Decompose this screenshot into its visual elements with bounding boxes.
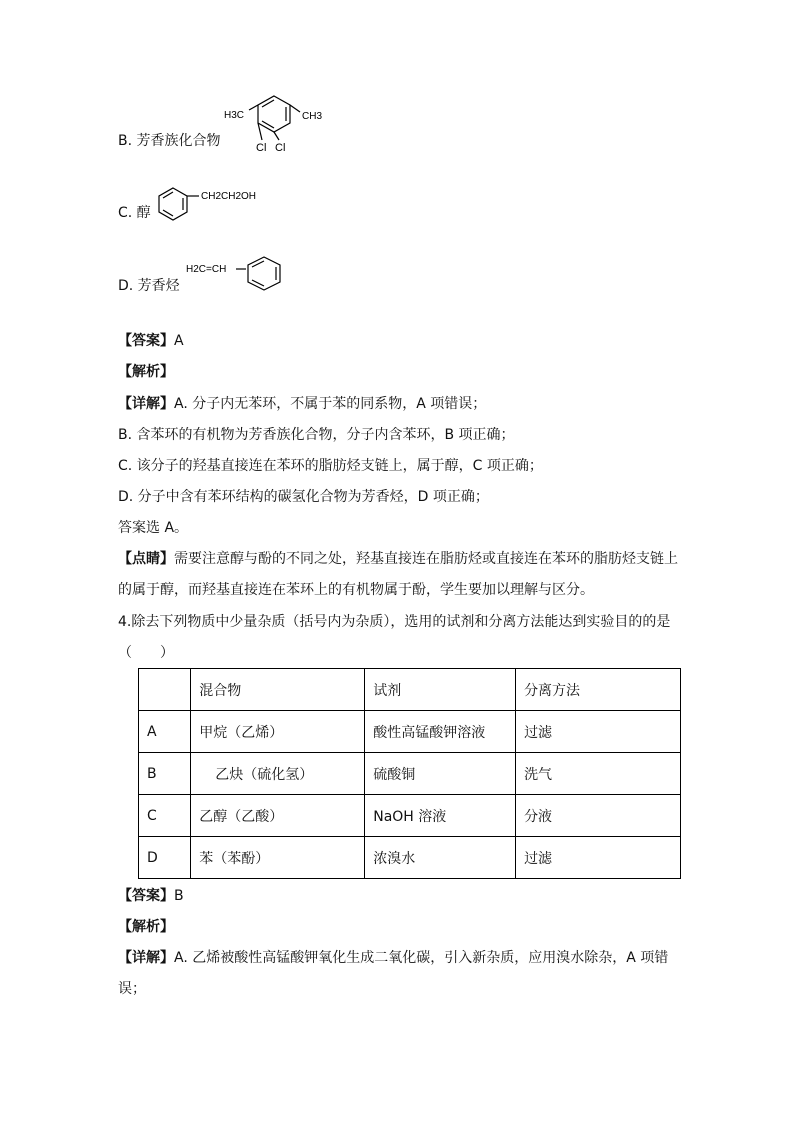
table-cell: 过滤 [516, 837, 681, 879]
option-b-label: B. 芳香族化合物 [118, 133, 221, 149]
table-cell: 过滤 [516, 711, 681, 753]
table-cell: NaOH 溶液 [365, 795, 516, 837]
q3-tip-line-2: 的属于醇，而羟基直接连在苯环上的有机物属于酚，学生要加以理解与区分。 [118, 582, 594, 598]
ch2ch2oh-text: CH2CH2OH [201, 191, 257, 202]
q4-stem-line-2: （ ） [118, 645, 174, 661]
phenylethanol-structure [155, 182, 275, 228]
h2c-ch-text: H2C=CH [186, 264, 227, 275]
table-header-cell: 分离方法 [516, 669, 681, 711]
xylene-dichloro-structure [222, 88, 332, 158]
table-row [139, 753, 681, 795]
q4-analysis-label: 【解析】 [118, 919, 174, 935]
table-row [139, 837, 681, 879]
ch3-left-text: H3C [224, 110, 245, 121]
q4-answer-value: B [174, 888, 184, 904]
table-cell: 乙醇（乙酸） [191, 795, 365, 837]
q3-conclusion: 答案选 A。 [118, 520, 189, 536]
cl-1-text: Cl [256, 142, 267, 154]
styrene-structure [184, 254, 289, 294]
ch3-right-text: CH3 [302, 111, 323, 122]
q3-tip [118, 549, 678, 569]
q4-detail-line-2: 误； [118, 981, 146, 997]
table-cell: 硫酸铜 [365, 753, 516, 795]
q4-stem-line-1: 4.除去下列物质中少量杂质（括号内为杂质），选用的试剂和分离方法能达到实验目的的是 [118, 614, 671, 630]
q4-answer [118, 886, 184, 906]
q4-table [138, 668, 681, 879]
table-cell: A [139, 711, 191, 753]
table-cell-text: 乙炔（硫化氢） [215, 766, 314, 783]
q3-detail-label: 【详解】 [118, 396, 174, 412]
q3-detail-1 [118, 394, 486, 414]
table-header-cell: 试剂 [365, 669, 516, 711]
q3-detail-line-a: A. 分子内无苯环，不属于苯的同系物，A 项错误； [174, 396, 487, 412]
table-cell: C [139, 795, 191, 837]
q3-answer-value: A [174, 333, 184, 349]
q3-detail-line-d: D. 分子中含有苯环结构的碳氢化合物为芳香烃，D 项正确； [118, 489, 489, 505]
table-row [139, 711, 681, 753]
q4-detail-1 [118, 948, 668, 968]
q4-detail-line-1: A. 乙烯被酸性高锰酸钾氧化生成二氧化碳，引入新杂质，应用溴水除杂，A 项错 [174, 950, 669, 966]
option-d-label: D. 芳香烃 [118, 278, 180, 294]
table-cell: 酸性高锰酸钾溶液 [365, 711, 516, 753]
option-c-label: C. 醇 [118, 205, 151, 221]
table-header-cell: 混合物 [191, 669, 365, 711]
table-cell: D [139, 837, 191, 879]
q3-detail-line-b: B. 含苯环的有机物为芳香族化合物，分子内含苯环，B 项正确； [118, 427, 515, 443]
table-header-cell [139, 669, 191, 711]
table-cell [191, 753, 365, 795]
table-cell: 甲烷（乙烯） [191, 711, 365, 753]
q4-answer-label: 【答案】 [118, 888, 174, 904]
table-cell: B [139, 753, 191, 795]
cl-2-text: Cl [275, 142, 286, 154]
q3-answer [118, 331, 184, 351]
q3-tip-label: 【点睛】 [118, 551, 174, 567]
table-cell: 苯（苯酚） [191, 837, 365, 879]
table-cell: 浓溴水 [365, 837, 516, 879]
q3-analysis-label: 【解析】 [118, 364, 174, 380]
table-row [139, 795, 681, 837]
q4-detail-label: 【详解】 [118, 950, 174, 966]
table-cell: 分液 [516, 795, 681, 837]
table-header-row [139, 669, 681, 711]
q3-tip-line-1: 需要注意醇与酚的不同之处，羟基直接连在脂肪烃或直接连在苯环的脂肪烃支链上 [174, 551, 678, 567]
q3-answer-label: 【答案】 [118, 333, 174, 349]
table-cell: 洗气 [516, 753, 681, 795]
q3-detail-line-c: C. 该分子的羟基直接连在苯环的脂肪烃支链上，属于醇，C 项正确； [118, 458, 543, 474]
